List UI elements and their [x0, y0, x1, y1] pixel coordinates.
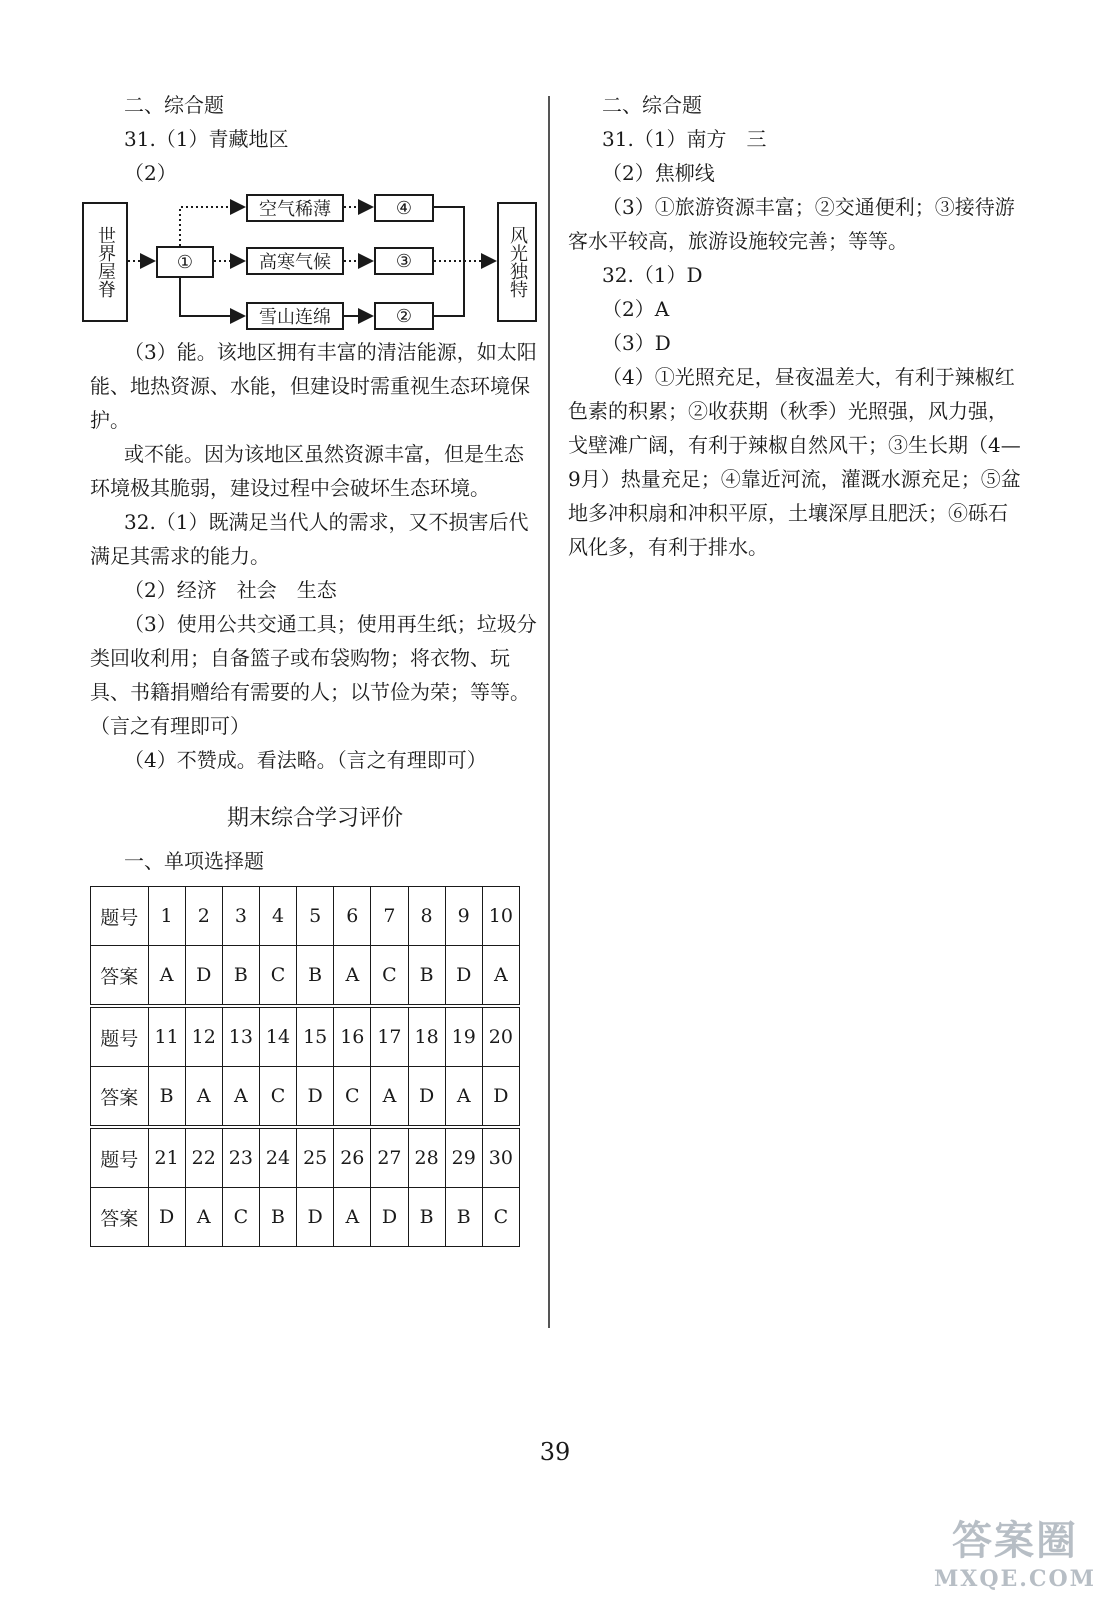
table-cell: A	[185, 1188, 222, 1247]
table-cell: 26	[334, 1127, 371, 1188]
table-cell: D	[297, 1067, 334, 1128]
table-cell: D	[148, 1188, 185, 1247]
table-row-label: 答案	[91, 946, 149, 1007]
table-cell: 16	[334, 1006, 371, 1067]
table-cell: 27	[371, 1127, 408, 1188]
table-cell: B	[148, 1067, 185, 1128]
box-circle1: ①	[156, 246, 214, 278]
table-cell: A	[445, 1067, 482, 1128]
table-cell: 19	[445, 1006, 482, 1067]
table-cell: 14	[259, 1006, 296, 1067]
table-cell: 8	[408, 887, 445, 946]
table-cell: B	[222, 946, 259, 1007]
table-cell: B	[297, 946, 334, 1007]
table-cell: 12	[185, 1006, 222, 1067]
table-row	[91, 1127, 520, 1188]
table-cell: 23	[222, 1127, 259, 1188]
q31-part3-yes: （3）能。该地区拥有丰富的清洁能源，如太阳能、地热资源、水能，但建设时需重视生态环境保护。	[90, 340, 537, 432]
table-cell: A	[334, 946, 371, 1007]
box-circle4: ④	[374, 194, 434, 222]
table-row-label: 题号	[91, 887, 149, 946]
table-cell: 9	[445, 887, 482, 946]
right-column	[568, 88, 1023, 564]
q32-part3: （3）使用公共交通工具；使用再生纸；垃圾分类回收利用；自备篮子或布袋购物；将衣物、玩具、书籍捐赠给有需要的人；以节俭为荣；等等。（言之有理即可）	[90, 612, 537, 738]
section-title-right: 二、综合题	[602, 93, 702, 117]
table-cell: 5	[297, 887, 334, 946]
box-circle2: ②	[374, 302, 434, 330]
table-cell: 15	[297, 1006, 334, 1067]
table-cell: A	[148, 946, 185, 1007]
table-cell: 25	[297, 1127, 334, 1188]
table-cell: 6	[334, 887, 371, 946]
table-cell: 30	[482, 1127, 519, 1188]
table-row	[91, 1188, 520, 1247]
final-assessment-title: 期末综合学习评价	[226, 806, 403, 831]
table-cell: A	[222, 1067, 259, 1128]
table-cell: 7	[371, 887, 408, 946]
r-q32-part4: （4）①光照充足，昼夜温差大，有利于辣椒红色素的积累；②收获期（秋季）光照强，风力强，戈壁滩广阔，有利于辣椒自然风干；③生长期（4—9月）热量充足；④靠近河流，灌溉水源充足；⑤盆地多冲积扇和冲积平原，土壤深厚且肥沃；⑥砾石风化多，有利于排水。	[568, 365, 1021, 559]
r-q31-part3: （3）①旅游资源丰富；②交通便利；③接待游客水平较高，旅游设施较完善；等等。	[568, 195, 1015, 253]
table-row-label: 答案	[91, 1067, 149, 1128]
table-cell: D	[371, 1188, 408, 1247]
table-cell: C	[334, 1067, 371, 1128]
r-q32-part1: 32.（1）D	[602, 263, 703, 287]
r-q31-part1: 31.（1）南方 三	[602, 127, 767, 151]
table-cell: A	[334, 1188, 371, 1247]
table-cell: 13	[222, 1006, 259, 1067]
table-cell: 10	[482, 887, 519, 946]
table-cell: A	[185, 1067, 222, 1128]
q32-part1: 32.（1）既满足当代人的需求，又不损害后代满足其需求的能力。	[90, 510, 529, 568]
table-cell: C	[371, 946, 408, 1007]
box-cold-climate: 高寒气候	[246, 247, 344, 275]
table-row	[91, 946, 520, 1007]
q31-part3-no: 或不能。因为该地区虽然资源丰富，但是生态环境极其脆弱，建设过程中会破坏生态环境。	[90, 442, 524, 500]
q32-part2: （2）经济 社会 生态	[124, 578, 337, 602]
table-row	[91, 1006, 520, 1067]
answer-table	[90, 886, 520, 1247]
table-cell: 4	[259, 887, 296, 946]
table-cell: A	[482, 946, 519, 1007]
page-number: 39	[539, 1438, 571, 1466]
table-cell: 20	[482, 1006, 519, 1067]
table-cell: 29	[445, 1127, 482, 1188]
table-cell: D	[408, 1067, 445, 1128]
r-q32-part2: （2）A	[602, 297, 670, 321]
table-cell: 11	[148, 1006, 185, 1067]
q32-part4: （4）不赞成。看法略。（言之有理即可）	[124, 748, 487, 772]
box-world-roof-text: 世界屋脊	[95, 226, 116, 298]
table-cell: 17	[371, 1006, 408, 1067]
table-row-label: 题号	[91, 1006, 149, 1067]
table-cell: 28	[408, 1127, 445, 1188]
r-q31-part2: （2）焦柳线	[602, 161, 715, 185]
section-title: 二、综合题	[124, 93, 224, 117]
table-row-label: 题号	[91, 1127, 149, 1188]
table-row	[91, 887, 520, 946]
table-cell: 24	[259, 1127, 296, 1188]
table-cell: B	[408, 1188, 445, 1247]
box-thin-air: 空气稀薄	[246, 194, 344, 222]
table-cell: C	[259, 1067, 296, 1128]
table-cell: 18	[408, 1006, 445, 1067]
left-column	[90, 88, 540, 1247]
box-world-roof	[82, 202, 128, 322]
table-cell: D	[297, 1188, 334, 1247]
single-choice-title: 一、单项选择题	[124, 849, 264, 873]
box-unique-scenery	[497, 202, 537, 322]
box-circle3: ③	[374, 247, 434, 275]
table-cell: 22	[185, 1127, 222, 1188]
table-cell: 21	[148, 1127, 185, 1188]
table-cell: B	[259, 1188, 296, 1247]
table-cell: D	[445, 946, 482, 1007]
table-cell: D	[185, 946, 222, 1007]
table-cell: A	[371, 1067, 408, 1128]
watermark-line2: MXQE.COM	[933, 1566, 1096, 1592]
box-snow-mountains: 雪山连绵	[246, 302, 344, 330]
q31-part2-label: （2）	[124, 161, 177, 185]
table-cell: C	[259, 946, 296, 1007]
table-cell: 1	[148, 887, 185, 946]
q31-part1: 31.（1）青藏地区	[124, 127, 289, 151]
table-cell: 3	[222, 887, 259, 946]
table-cell: C	[482, 1188, 519, 1247]
table-cell: C	[222, 1188, 259, 1247]
table-row	[91, 1067, 520, 1128]
watermark-logo	[934, 1509, 1096, 1592]
watermark-line1: 答案圈	[951, 1517, 1078, 1564]
table-cell: D	[482, 1067, 519, 1128]
table-cell: B	[408, 946, 445, 1007]
box-unique-scenery-text: 风光独特	[507, 226, 528, 298]
flow-diagram	[90, 194, 550, 329]
table-row-label: 答案	[91, 1188, 149, 1247]
table-cell: B	[445, 1188, 482, 1247]
r-q32-part3: （3）D	[602, 331, 671, 355]
table-cell: 2	[185, 887, 222, 946]
